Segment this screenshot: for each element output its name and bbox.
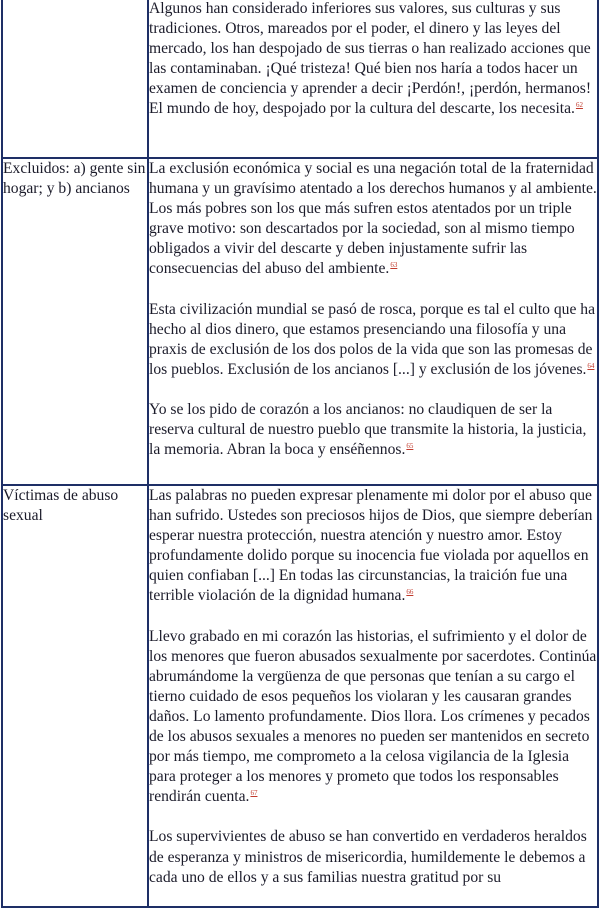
table-row bbox=[2, 485, 598, 907]
paragraph: Yo se los pido de corazón a los ancianos: no claudiquen de ser la reserva cultural de nuestro pueblo que transmite la historia, la justicia, la memoria. Abran la boca y enséñennos.$^{65}$ bbox=[149, 400, 587, 459]
table-row bbox=[2, 0, 598, 158]
footnote-link[interactable]: 62 bbox=[575, 101, 583, 110]
row-content bbox=[148, 0, 598, 158]
paragraph: Las palabras no pueden expresar plenamente mi dolor por el abuso que han sufrido. Ustedes son preciosos hijos de Dios, que siempre deberían esperar nuestra protección, nuestra atención y nuestro amor. Estoy profundamente dolido porque su inocencia fue violada por aquellos en quien confiaban [...] En todas las circunstancias, la traición fue una terrible violación de la dignidad humana.$^{66}$ bbox=[149, 487, 593, 605]
row-label: Excluidos: a) gente sin hogar; y b) ancianos bbox=[2, 158, 148, 485]
paragraph: Algunos han considerado inferiores sus valores, sus culturas y sus tradiciones. Otros, mareados por el poder, el dinero y las leyes del mercado, los han despojado de sus tierras o han realizado acciones que las contaminaban. ¡Qué tristeza! Qué bien nos haría a todos hacer un examen de conciencia y aprender a decir ¡Perdón!, ¡perdón, hermanos! El mundo de hoy, despojado por la cultura del descarte, los necesita.$^{62}$ bbox=[149, 0, 592, 118]
footnote-link[interactable]: 63 bbox=[390, 261, 398, 270]
footnote-link[interactable]: 66 bbox=[406, 588, 414, 597]
row-label bbox=[2, 0, 148, 158]
paragraph: La exclusión económica y social es una negación total de la fraternidad humana y un gravísimo atentado a los derechos humanos y al ambiente. Los más pobres son los que más sufren estos atentados por un triple grave motivo: son descartados por la sociedad, son al mismo tiempo obligados a vivir del descarte y deben injustamente sufrir las consecuencias del abuso del ambiente.$^{63}$ bbox=[149, 160, 597, 278]
paragraph: Los supervivientes de abuso se han convertido en verdaderos heraldos de esperanza y ministros de misericordia, humildemente le debemos a cada uno de ellos y a sus familias nuestra gratitud por su bbox=[149, 828, 587, 886]
quotes-table bbox=[1, 0, 599, 908]
paragraph: Llevo grabado en mi corazón las historias, el sufrimiento y el dolor de los menores que fueron abusados sexualmente por sacerdotes. Continúa abrumándome la vergüenza de que personas que tenían a su cargo el tierno cuidado de esos pequeños los violaran y les causaran grandes daños. Lo lamento profundamente. Dios llora. Los crímenes y pecados de los abusos sexuales a menores no pueden ser mantenidos en secreto por más tiempo, me comprometo a la celosa vigilancia de la Iglesia para proteger a los menores y prometo que todos los responsables rendirán cuenta.$^{67}$ bbox=[149, 627, 597, 806]
footnote-link[interactable]: 65 bbox=[406, 441, 414, 450]
footnote-link[interactable]: 67 bbox=[250, 789, 258, 798]
row-label: Víctimas de abuso sexual bbox=[2, 485, 148, 907]
table-row bbox=[2, 158, 598, 485]
footnote-link[interactable]: 64 bbox=[587, 361, 595, 370]
paragraph: Esta civilización mundial se pasó de rosca, porque es tal el culto que ha hecho al dios dinero, que estamos presenciando una filosofía y una praxis de exclusión de los dos polos de la vida que son las promesas de los pueblos. Exclusión de los ancianos [...] y exclusión de los jóvenes.$^{64}$ bbox=[149, 300, 596, 378]
row-content bbox=[148, 158, 598, 485]
row-content bbox=[148, 485, 598, 907]
